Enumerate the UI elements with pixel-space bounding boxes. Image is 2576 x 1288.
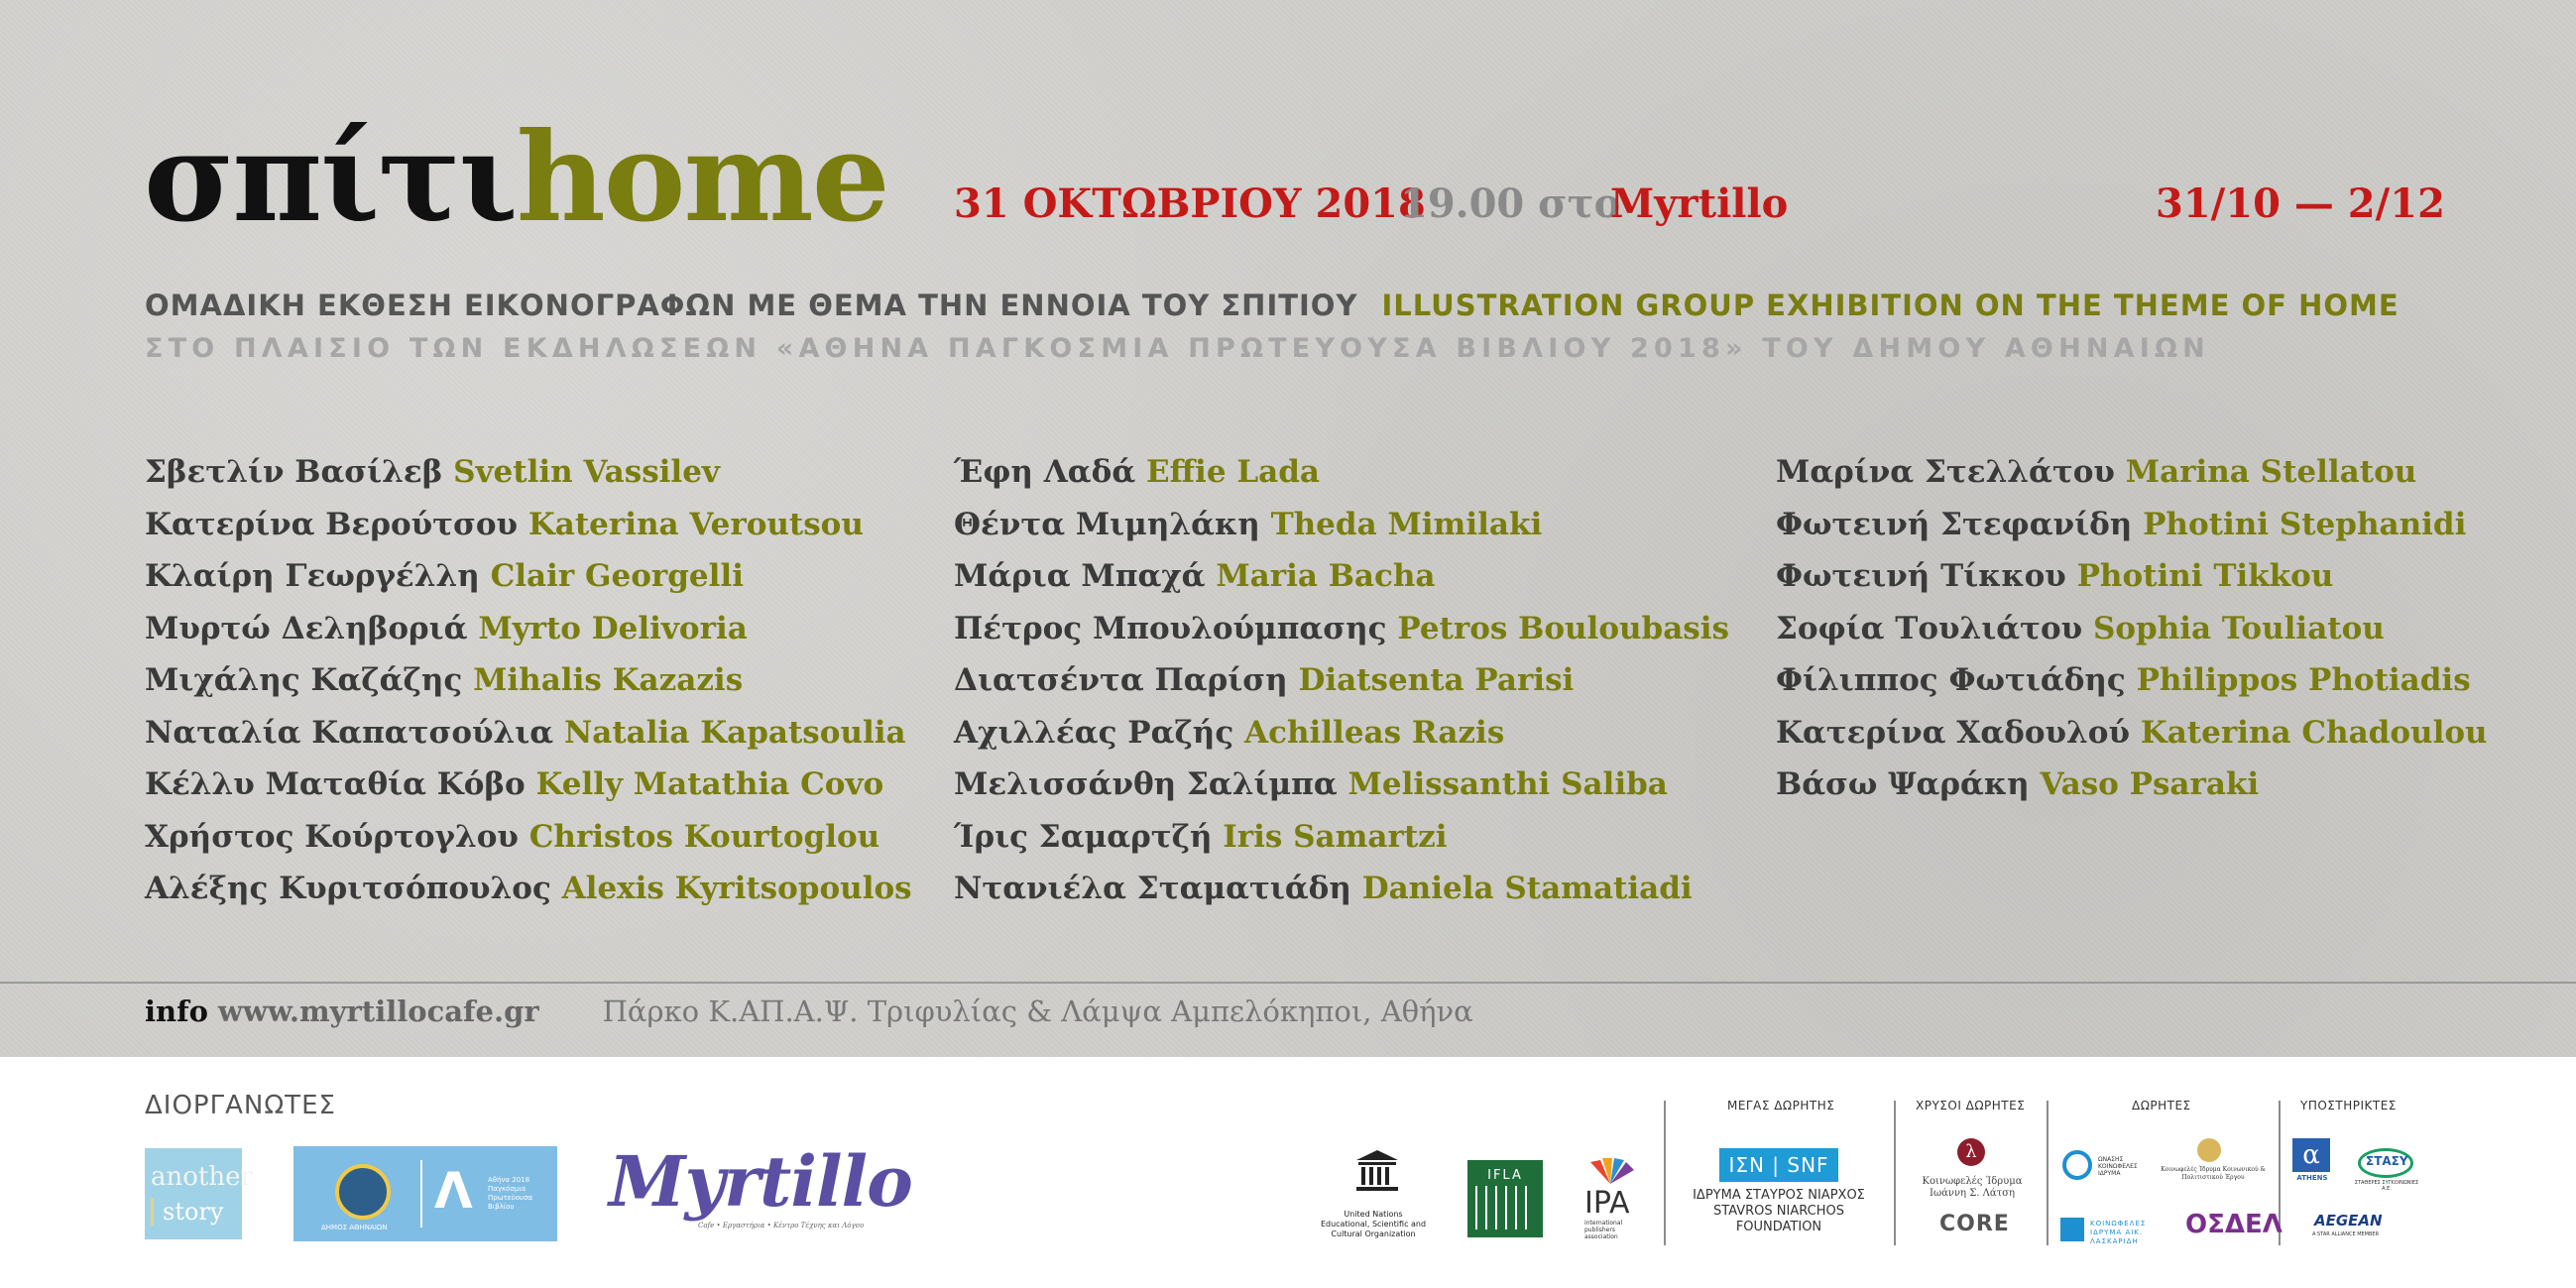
snf-logo: ΙΣΝ | SNF — [1719, 1148, 1838, 1182]
exhibition-title — [144, 106, 888, 250]
artist-name-greek: Φωτεινή Τίκκου — [1776, 558, 2066, 594]
ifla-lines — [1475, 1186, 1535, 1229]
artist-name-english: Natalia Kapatsoulia — [563, 714, 906, 751]
unesco-temple-icon — [1356, 1150, 1398, 1194]
artist-name-greek: Θέντα Μιμηλάκη — [954, 506, 1260, 542]
artists-column-1 — [145, 452, 912, 921]
myrtillo-wordmark: Myrtillo — [609, 1140, 912, 1223]
myrtillo-tagline: Cafe • Εργαστήρια • Κέντρο Τέχνης και Λόγου — [698, 1222, 865, 1229]
artist-name-greek: Χρήστος Κούρτογλου — [145, 818, 519, 855]
artist-name-english: Philippos Photiadis — [2136, 662, 2471, 698]
artist-name-english: Katerina Veroutsou — [527, 506, 864, 542]
artist-row — [954, 556, 1729, 609]
artist-row — [954, 609, 1729, 661]
artist-name-greek: Έφη Λαδά — [954, 454, 1136, 490]
artist-name-greek: Σβετλίν Βασίλεβ — [145, 454, 443, 490]
artist-row — [954, 452, 1729, 505]
artist-name-english: Katerina Chadoulou — [2140, 714, 2488, 751]
artist-row — [1776, 764, 2488, 817]
gold-donors-label: ΧΡΥΣΟΙ ΔΩΡΗΤΕΣ — [1916, 1099, 2026, 1112]
artist-name-greek: Πέτρος Μπουλούμπασης — [954, 610, 1387, 646]
artist-name-greek: Κέλλυ Ματαθία Κόβο — [145, 766, 526, 802]
divider-line — [0, 982, 2576, 984]
cultural-foundation-seal-icon — [2197, 1138, 2221, 1162]
stasy-logo — [2354, 1148, 2419, 1192]
artist-name-english: Theda Mimilaki — [1270, 506, 1543, 542]
artist-name-english: Svetlin Vassilev — [453, 454, 720, 490]
artist-row — [954, 505, 1729, 557]
artist-row — [1776, 505, 2488, 557]
opening-date: 31 ΟΚΤΩΒΡΙΟΥ 2018 — [954, 180, 1426, 227]
laskaridis-logo — [2060, 1218, 2169, 1245]
artist-name-greek: Αχιλλέας Ραζής — [954, 714, 1234, 751]
artist-name-english: Daniela Stamatiadi — [1361, 871, 1693, 906]
title-english: home — [516, 106, 888, 250]
subtitle-context: ΣΤΟ ΠΛΑΙΣΙΟ ΤΩΝ ΕΚΔΗΛΩΣΕΩΝ «ΑΘΗΝΑ ΠΑΓΚΟΣΜΙΑ ΠΡΩΤΕΥΟΥΣΑ ΒΙΒΛΙΟΥ 2018» ΤΟΥ ΔΗΜΟΥ ΑΘΗΝΑΙΩΝ — [145, 333, 2210, 364]
osdel-logo: ΟΣΔΕΛ — [2185, 1210, 2283, 1239]
another-story-accent — [151, 1198, 154, 1226]
onassis-logo — [2062, 1150, 2152, 1184]
artist-row — [145, 713, 912, 765]
aegean-text: AEGEAN — [2314, 1212, 2383, 1229]
athens-airport-logo — [2292, 1138, 2332, 1188]
artist-name-greek: Μιχάλης Καζάζης — [145, 662, 463, 698]
aegean-subtext: A STAR ALLIANCE MEMBER — [2312, 1231, 2380, 1237]
unesco-logo — [1319, 1150, 1428, 1239]
another-story-line2: story — [163, 1198, 224, 1226]
artist-name-greek: Φωτεινή Στεφανίδη — [1776, 506, 2133, 542]
athens-2018-text: Αθήνα 2018 Παγκόσμια Πρωτεύουσα Βιβλίου — [488, 1176, 533, 1211]
artist-name-english: Myrto Delivoria — [478, 610, 748, 646]
artist-name-greek: Βάσω Ψαράκη — [1776, 766, 2030, 802]
artist-name-english: Iris Samartzi — [1223, 818, 1448, 855]
artist-name-greek: Φίλιππος Φωτιάδης — [1776, 662, 2126, 698]
artist-name-greek: Κατερίνα Χαδουλού — [1776, 714, 2130, 751]
artist-name-greek: Μελισσάνθη Σαλίμπα — [954, 766, 1338, 802]
artist-name-english: Vaso Psaraki — [2040, 766, 2260, 802]
artist-name-english: Maria Bacha — [1216, 558, 1436, 594]
artist-name-english: Photini Stephanidi — [2143, 506, 2467, 542]
ipa-subtext: international publishers association — [1584, 1220, 1623, 1240]
opening-time: 19.00 στο — [1400, 180, 1621, 227]
artist-name-english: Photini Tikkou — [2076, 558, 2334, 594]
ipa-logo — [1582, 1158, 1638, 1243]
artist-name-english: Diatsenta Parisi — [1298, 662, 1575, 698]
ifla-logo — [1467, 1160, 1543, 1237]
donors-label: ΔΩΡΗΤΕΣ — [2132, 1099, 2191, 1112]
artist-name-english: Christos Kourtoglou — [528, 818, 880, 855]
myrtillo-logo — [609, 1140, 912, 1239]
artist-row — [145, 764, 912, 817]
artist-row — [954, 869, 1729, 921]
cultural-foundation-logo — [2154, 1138, 2273, 1188]
sponsor-separator — [1664, 1101, 1666, 1245]
artist-row — [1776, 660, 2488, 713]
latsis-text: Κοινωφελές Ίδρυμα Ιωάννη Σ. Λάτση — [1922, 1176, 2023, 1199]
artist-name-greek: Αλέξης Κυριτσόπουλος — [145, 871, 551, 906]
snf-text: ΙΔΡΥΜΑ ΣΤΑΥΡΟΣ ΝΙΑΡΧΟΣ STAVROS NIARCHOS FOUNDATION — [1693, 1188, 1865, 1234]
artist-name-english: Effie Lada — [1145, 454, 1320, 490]
latsis-logo-icon: λ — [1957, 1138, 1985, 1166]
athens-seal-icon — [335, 1164, 391, 1220]
artist-name-english: Petros Bouloubasis — [1397, 610, 1729, 646]
subtitle-greek: ΟΜΑΔΙΚΗ ΕΚΘΕΣΗ ΕΙΚΟΝΟΓΡΑΦΩΝ ΜΕ ΘΕΜΑ ΤΗΝ ΕΝΝΟΙΑ ΤΟΥ ΣΠΙΤΙΟΥ — [145, 289, 1358, 322]
artist-name-greek: Κατερίνα Βερούτσου — [145, 506, 519, 542]
onassis-text: ΩΝΑΣΗΣ ΚΟΙΝΩΦΕΛΕΣ ΙΔΡΥΜΑ — [2098, 1156, 2138, 1177]
artists-column-2 — [954, 452, 1729, 921]
cultural-foundation-text: Κοινωφελές Ίδρυμα Κοινωνικού & Πολιτιστικού Έργου — [2161, 1166, 2266, 1181]
artists-column-3 — [1776, 452, 2488, 817]
athens-book-capital-logo — [293, 1146, 557, 1241]
artist-row — [1776, 556, 2488, 609]
ipa-text: IPA — [1584, 1186, 1630, 1221]
ipa-burst-icon — [1586, 1158, 1634, 1184]
artist-row — [145, 505, 912, 557]
artist-row — [954, 660, 1729, 713]
venue-address: Πάρκο Κ.ΑΠ.Α.Ψ. Τριφυλίας & Λάμψα Αμπελόκηποι, Αθήνα — [602, 995, 1473, 1028]
artist-row — [1776, 609, 2488, 661]
artist-row — [1776, 452, 2488, 505]
ifla-text: IFLA — [1487, 1168, 1523, 1183]
artist-name-english: Mihalis Kazazis — [473, 662, 744, 698]
another-story-logo — [145, 1148, 253, 1239]
subtitle-english: ILLUSTRATION GROUP EXHIBITION ON THE THEME OF HOME — [1381, 289, 2400, 322]
info-line — [145, 992, 1473, 1031]
artist-name-greek: Ίρις Σαμαρτζή — [954, 818, 1213, 855]
artist-name-greek: Μυρτώ Δεληβοριά — [145, 610, 468, 646]
subtitle-line — [145, 289, 2400, 322]
artist-row — [145, 609, 912, 661]
artist-name-english: Sophia Touliatou — [2092, 610, 2385, 646]
artist-name-english: Marina Stellatou — [2125, 454, 2417, 490]
artist-name-english: Melissanthi Saliba — [1347, 766, 1668, 802]
core-logo: CORE — [1939, 1212, 2010, 1236]
sponsor-separator — [1894, 1101, 1896, 1245]
artist-name-english: Alexis Kyritsopoulos — [561, 871, 912, 906]
artist-name-english: Clair Georgelli — [490, 558, 744, 594]
athens-2018-mark: Λ — [434, 1162, 473, 1220]
website-link[interactable]: www.myrtillocafe.gr — [217, 995, 539, 1028]
artist-name-greek: Ναταλία Καπατσούλια — [145, 714, 554, 751]
logo-divider — [420, 1160, 422, 1228]
artist-row — [145, 452, 912, 505]
artist-name-greek: Μαρίνα Στελλάτου — [1776, 454, 2115, 490]
artist-row — [145, 556, 912, 609]
major-donor-label: ΜΕΓΑΣ ΔΩΡΗΤΗΣ — [1727, 1099, 1835, 1112]
laskaridis-text: ΚΟΙΝΩΦΕΛΕΣ ΙΔΡΥΜΑ ΑΙΚ. ΛΑΣΚΑΡΙΔΗ — [2090, 1220, 2147, 1245]
title-greek: σπίτι — [144, 106, 517, 250]
unesco-text: United Nations Educational, Scientific and Cultural Organization — [1320, 1210, 1427, 1238]
artist-row — [1776, 713, 2488, 765]
exhibition-date-range: 31/10 — 2/12 — [2156, 180, 2445, 227]
info-label: info — [145, 995, 208, 1028]
artist-name-greek: Διατσέντα Παρίση — [954, 662, 1288, 698]
stasy-text: ΣΤΑΣΥ — [2366, 1154, 2408, 1168]
onassis-ring-icon — [2062, 1150, 2092, 1180]
organizers-label: ΔΙΟΡΓΑΝΩΤΕΣ — [145, 1091, 336, 1120]
laskaridis-mark-icon — [2060, 1218, 2084, 1241]
another-story-line1: another — [151, 1162, 253, 1192]
stasy-subtext: ΣΤΑΘΕΡΕΣ ΣΥΓΚΟΙΝΩΝΙΕΣ Α.Ε. — [2354, 1180, 2419, 1192]
aegean-logo — [2302, 1212, 2421, 1241]
artist-name-greek: Μάρια Μπαχά — [954, 558, 1206, 594]
artist-name-english: Kelly Matathia Covo — [535, 766, 884, 802]
artist-row — [954, 713, 1729, 765]
artist-row — [145, 869, 912, 921]
artist-row — [145, 660, 912, 713]
athens-seal-text: ΔΗΜΟΣ ΑΘΗΝΑΙΩΝ — [321, 1224, 388, 1231]
artist-row — [145, 817, 912, 870]
athens-airport-text: ATHENS — [2296, 1174, 2328, 1182]
artist-name-english: Achilleas Razis — [1244, 714, 1505, 751]
athens-airport-mark-icon: α — [2292, 1138, 2330, 1172]
artist-name-greek: Ντανιέλα Σταματιάδη — [954, 871, 1351, 906]
venue-name: Myrtillo — [1610, 180, 1789, 227]
artist-name-greek: Σοφία Τουλιάτου — [1776, 610, 2083, 646]
artist-name-greek: Κλαίρη Γεωργέλλη — [145, 558, 480, 594]
artist-row — [954, 764, 1729, 817]
artist-row — [954, 817, 1729, 870]
sponsor-separator — [2047, 1101, 2049, 1245]
supporters-label: ΥΠΟΣΤΗΡΙΚΤΕΣ — [2300, 1099, 2397, 1112]
